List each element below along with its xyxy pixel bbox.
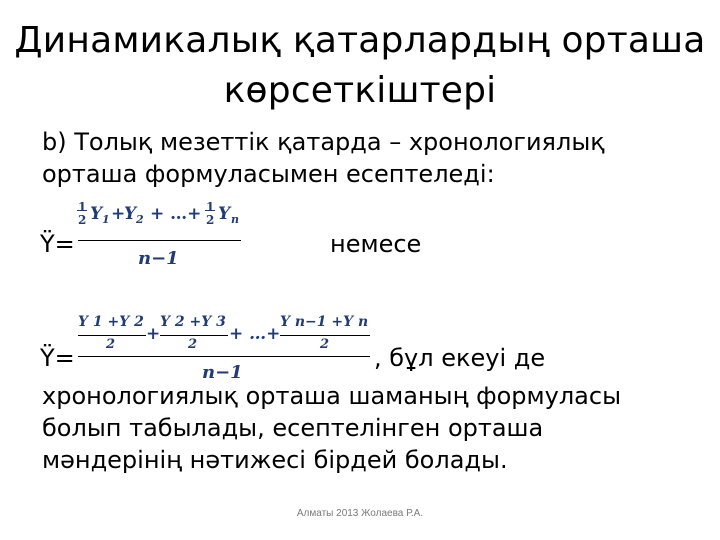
- slide-title: [0, 16, 720, 116]
- formula-2-term-1-bar: [78, 335, 146, 336]
- formula-1-yn: Y: [218, 204, 231, 224]
- body-line-3: мәндерінің нәтижесі бірдей болады.: [42, 446, 508, 474]
- formula-2-dots: + …+: [229, 324, 281, 344]
- formula-1-y1: Y: [90, 204, 103, 224]
- formula-2-plus: +: [146, 324, 161, 344]
- intro-line-2: орташа формуласымен есептеледі:: [42, 160, 495, 188]
- formula-1-dots: + …+: [150, 204, 202, 224]
- formula-1-fraction-bar: [78, 240, 241, 241]
- formula-2-term-2: Y 2 +Y 3: [160, 314, 226, 330]
- formula-1-half-den-a: 2: [78, 213, 87, 227]
- formula-2-term-1-den: 2: [106, 337, 116, 352]
- after-formula-text: , бұл екеуі де: [374, 344, 546, 372]
- slide-footer: Алматы 2013 Жолаева Р.А.: [296, 508, 424, 519]
- connector-text: немесе: [330, 230, 422, 258]
- formula-1-s1: 1: [102, 213, 110, 226]
- formula-1-s2: 2: [136, 213, 144, 226]
- formula-2-fraction-bar: [78, 356, 370, 357]
- formula-2-term-2-bar: [160, 335, 228, 336]
- formula-2-term-n: Y n−1 +Y n: [280, 314, 369, 330]
- title-line-1: Динамикалық қатарлардың орташа: [14, 20, 706, 61]
- intro-line-1: b) Толық мезеттік қатарда – хронологиялық: [42, 128, 605, 156]
- formula-1-denominator: n−1: [138, 248, 179, 269]
- formula-1-half-den-b: 2: [206, 213, 215, 227]
- formula-1-half-num-b: 1: [206, 200, 215, 214]
- formula-1-numerator: [78, 201, 248, 241]
- formula-2-term-n-bar: [280, 335, 370, 336]
- title-line-2: көрсеткіштері: [223, 70, 497, 111]
- formula-1-lhs: Ÿ=: [40, 230, 75, 258]
- formula-1-plus: +: [111, 204, 126, 224]
- formula-2-term-n-den: 2: [320, 337, 330, 352]
- formula-2-term-2-den: 2: [188, 337, 198, 352]
- body-line-1: хронологиялық орташа шаманың формуласы: [42, 382, 622, 410]
- formula-2-denominator: n−1: [202, 362, 243, 383]
- body-line-2: болып табылады, есептелінген орташа: [42, 414, 544, 442]
- formula-2-lhs: Ÿ=: [40, 344, 75, 372]
- formula-2-term-1: Y 1 +Y 2: [78, 314, 144, 330]
- formula-1-half-num-a: 1: [78, 200, 87, 214]
- formula-1-y2: Y: [124, 204, 137, 224]
- formula-1-sn: n: [231, 213, 239, 226]
